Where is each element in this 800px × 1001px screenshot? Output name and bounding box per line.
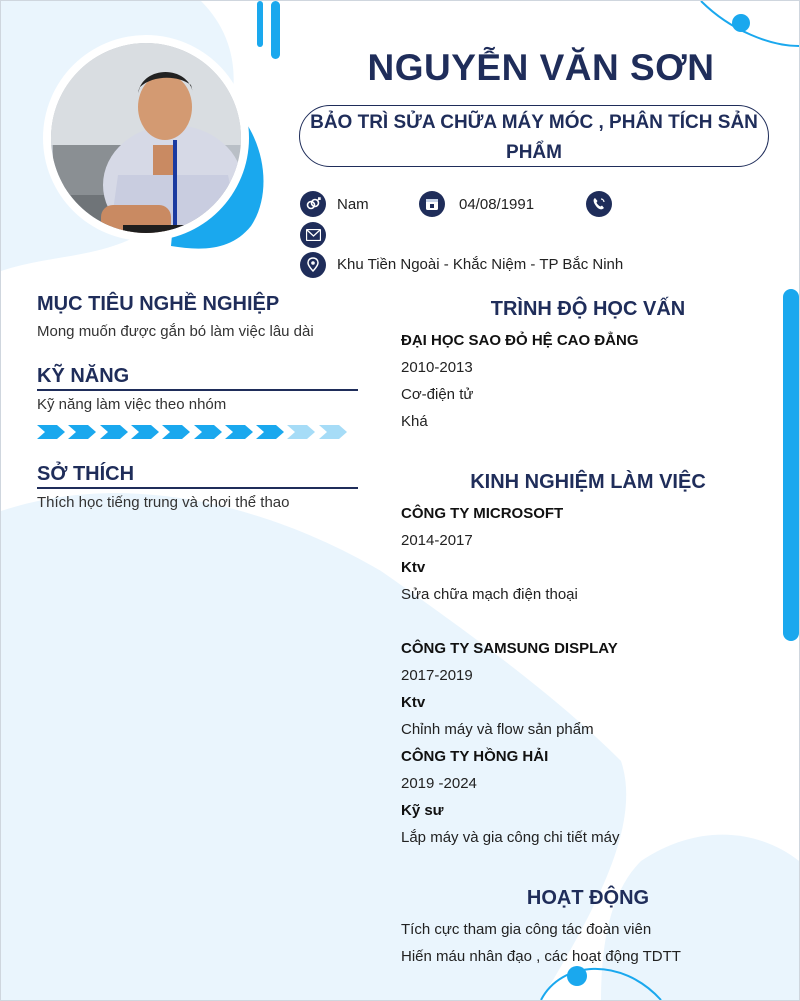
hobbies-divider — [37, 487, 358, 489]
skills-divider — [37, 389, 358, 391]
objective-heading: MỤC TIÊU NGHỀ NGHIỆP — [37, 293, 280, 315]
skill-label: Kỹ năng làm việc theo nhóm — [37, 396, 227, 413]
activities-heading: HOẠT ĐỘNG — [526, 887, 650, 909]
location-icon — [300, 252, 326, 278]
activity-item: Hiến máu nhân đạo , các hoạt động TDTT — [401, 948, 681, 965]
skill-chevron — [225, 425, 253, 439]
job-role: Ktv — [401, 694, 426, 711]
job-company: CÔNG TY SAMSUNG DISPLAY — [401, 640, 618, 657]
job-period: 2019 -2024 — [401, 775, 477, 792]
job-company: CÔNG TY HỒNG HẢI — [401, 748, 549, 765]
education-school: ĐẠI HỌC SAO ĐỎ HỆ CAO ĐẲNG — [401, 332, 639, 349]
address-text: Khu Tiền Ngoài - Khắc Niệm - TP Bắc Ninh — [337, 256, 624, 273]
job-description: Sửa chữa mạch điện thoại — [401, 586, 578, 603]
skill-chevron — [287, 425, 315, 439]
job-period: 2014-2017 — [401, 532, 473, 549]
skill-chevron — [68, 425, 96, 439]
education-period: 2010-2013 — [401, 359, 473, 376]
skill-chevron — [194, 425, 222, 439]
gender-text: Nam — [337, 196, 369, 213]
skill-chevron — [256, 425, 284, 439]
education-grade: Khá — [401, 413, 428, 430]
hobbies-text: Thích học tiếng trung và chơi thể thao — [37, 494, 290, 511]
education-major: Cơ-điện tử — [401, 386, 474, 403]
calendar-icon — [419, 191, 445, 217]
experience-heading: KINH NGHIỆM LÀM VIỆC — [470, 471, 706, 493]
skill-chevron — [131, 425, 159, 439]
job-role: Ktv — [401, 559, 426, 576]
email-icon — [300, 222, 326, 248]
job-description: Lắp máy và gia công chi tiết máy — [401, 829, 620, 846]
job-role: Kỹ sư — [401, 802, 444, 819]
objective-text: Mong muốn được gắn bó làm việc lâu dài — [37, 323, 314, 340]
job-company: CÔNG TY MICROSOFT — [401, 505, 564, 522]
activity-item: Tích cực tham gia công tác đoàn viên — [401, 921, 652, 938]
skill-chevron — [319, 425, 347, 439]
skills-heading: KỸ NĂNG — [37, 365, 130, 387]
phone-icon — [586, 191, 612, 217]
education-heading: TRÌNH ĐỘ HỌC VẤN — [490, 298, 686, 320]
hobbies-heading: SỞ THÍCH — [37, 463, 135, 485]
job-period: 2017-2019 — [401, 667, 473, 684]
job-title: BẢO TRÌ SỬA CHỮA MÁY MÓC , PHÂN TÍCH SẢN PHẨM — [299, 105, 769, 167]
avatar — [43, 35, 261, 247]
gender-icon — [300, 191, 326, 217]
skill-chevron — [100, 425, 128, 439]
birthdate-text: 04/08/1991 — [459, 196, 535, 213]
job-description: Chỉnh máy và flow sản phẩm — [401, 721, 594, 738]
skill-chevron — [37, 425, 65, 439]
skill-chevron — [162, 425, 190, 439]
candidate-name: NGUYỄN VĂN SƠN — [367, 47, 715, 88]
